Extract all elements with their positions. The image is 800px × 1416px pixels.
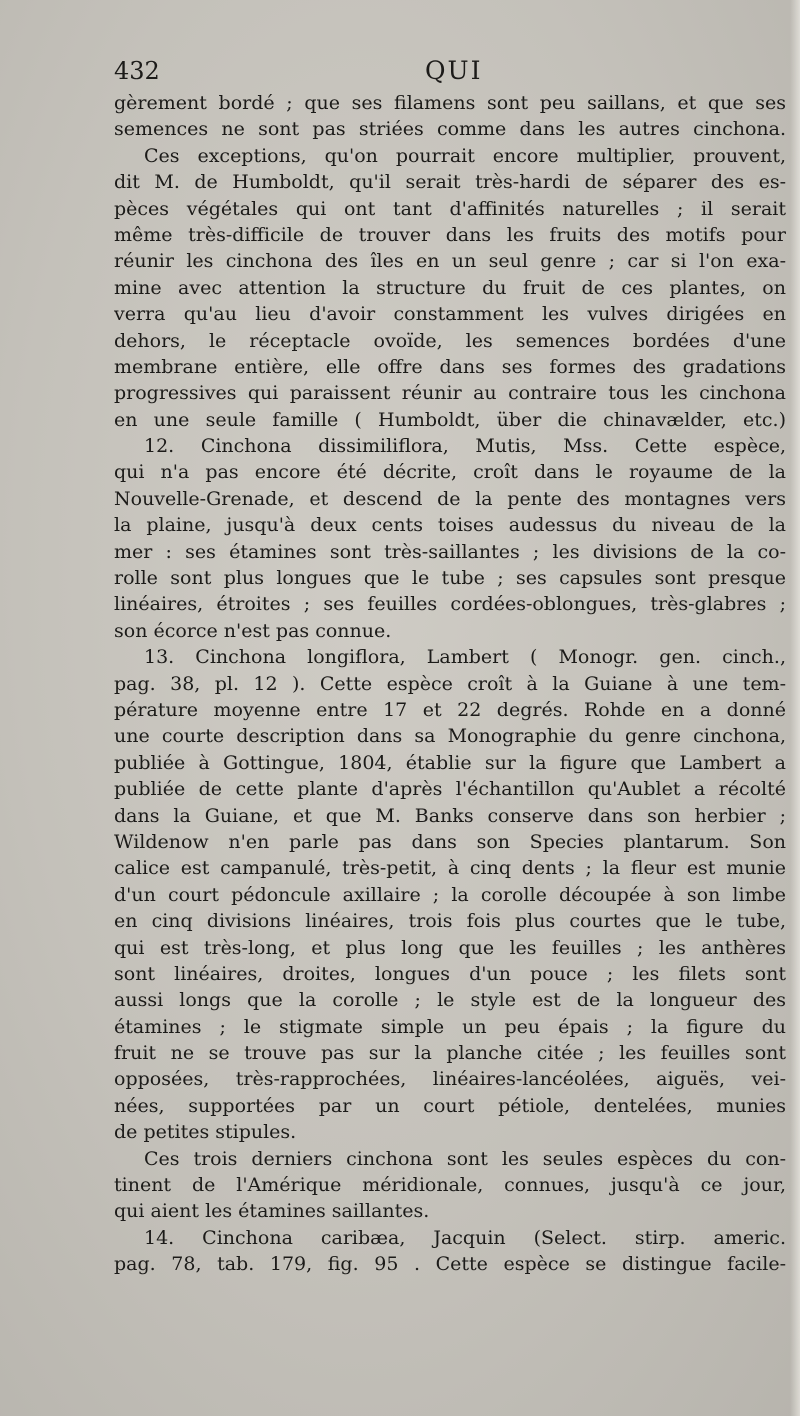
text-line: pag. 38, pl. 12 ). Cette espèce croît à la Guiane à une tem- [114,672,786,695]
page-number: 432 [114,57,160,85]
text-line: tinent de l'Amérique méridionale, connues, jusqu'à ce jour, [114,1174,786,1197]
text-line: dehors, le réceptacle ovoïde, les semences bordées d'une [114,329,786,352]
text-line: progressives qui paraissent réunir au contraire tous les cinchona [114,382,786,405]
text-line: rolle sont plus longues que le tube ; ses capsules sont presque [114,567,786,590]
text-line: la plaine, jusqu'à deux cents toises audessus du niveau de la [114,514,786,537]
page-edge-shadow [790,0,800,1416]
text-line: d'un court pédoncule axillaire ; la corolle découpée à son limbe [114,883,786,906]
text-line: calice est campanulé, très-petit, à cinq dents ; la fleur est munie [114,857,786,880]
text-line: 14. Cinchona caribæa, Jacquin (Select. stirp. americ. [144,1226,786,1249]
text-line: publiée de cette plante d'après l'échantillon qu'Aublet a récolté [114,778,786,801]
text-line: linéaires, étroites ; ses feuilles cordées-oblongues, très-glabres ; [114,593,786,616]
text-line: pérature moyenne entre 17 et 22 degrés. Rohde en a donné [114,698,786,721]
text-line: aussi longs que la corolle ; le style est de la longueur des [114,989,786,1012]
text-line: verra qu'au lieu d'avoir constamment les vulves dirigées en [114,303,786,326]
text-line: dans la Guiane, et que M. Banks conserve dans son herbier ; [114,804,786,827]
text-line: de petites stipules. [114,1121,297,1144]
text-line: même très-difficile de trouver dans les fruits des motifs pour [114,223,786,246]
text-line: fruit ne se trouve pas sur la planche citée ; les feuilles sont [114,1042,786,1065]
text-line: mine avec attention la structure du fruit de ces plantes, on [114,276,786,299]
text-line: Wildenow n'en parle pas dans son Species plantarum. Son [114,830,786,853]
text-line: en cinq divisions linéaires, trois fois plus courtes que le tube, [114,910,786,933]
text-line: gèrement bordé ; que ses filamens sont peu saillans, et que ses [114,92,786,114]
text-line: dit M. de Humboldt, qu'il serait très-hardi de séparer des es- [114,171,786,194]
text-line: pag. 78, tab. 179, fig. 95 . Cette espèce se distingue facile- [114,1253,786,1276]
text-line: qui est très-long, et plus long que les feuilles ; les anthères [114,936,786,959]
text-line: son écorce n'est pas connue. [114,619,392,642]
text-line: mer : ses étamines sont très-saillantes ; les divisions de la co- [114,540,786,563]
text-line: nées, supportées par un court pétiole, dentelées, munies [114,1094,786,1117]
text-line: réunir les cinchona des îles en un seul genre ; car si l'on exa- [114,250,786,273]
text-line: qui n'a pas encore été décrite, croît dans le royaume de la [114,461,786,484]
text-line: 12. Cinchona dissimiliflora, Mutis, Mss. Cette espèce, [144,435,786,458]
body-text [114,90,786,1278]
text-line: publiée à Gottingue, 1804, établie sur la figure que Lambert a [114,751,786,774]
text-line: membrane entière, elle offre dans ses formes des gradations [114,355,786,378]
text-line: Nouvelle-Grenade, et descend de la pente des montagnes vers [114,487,786,510]
text-line: qui aient les étamines saillantes. [114,1200,430,1223]
text-line: Ces exceptions, qu'on pourrait encore multiplier, prouvent, [144,144,786,167]
text-line: en une seule famille ( Humboldt, über die chinavælder, etc.) [114,408,786,431]
page-header [114,56,788,88]
text-line: pèces végétales qui ont tant d'affinités naturelles ; il serait [114,197,786,220]
text-line: sont linéaires, droites, longues d'un pouce ; les filets sont [114,962,786,985]
text-line: 13. Cinchona longiflora, Lambert ( Monogr. gen. cinch., [144,646,786,669]
text-line: étamines ; le stigmate simple un peu épais ; la figure du [114,1015,786,1038]
text-line: une courte description dans sa Monographie du genre cinchona, [114,725,786,748]
text-line: opposées, très-rapprochées, linéaires-lancéolées, aiguës, vei- [114,1068,786,1091]
text-line: semences ne sont pas striées comme dans les autres cinchona. [114,118,786,141]
text-line: Ces trois derniers cinchona sont les seules espèces du con- [144,1147,786,1170]
running-head: QUI [425,56,483,85]
